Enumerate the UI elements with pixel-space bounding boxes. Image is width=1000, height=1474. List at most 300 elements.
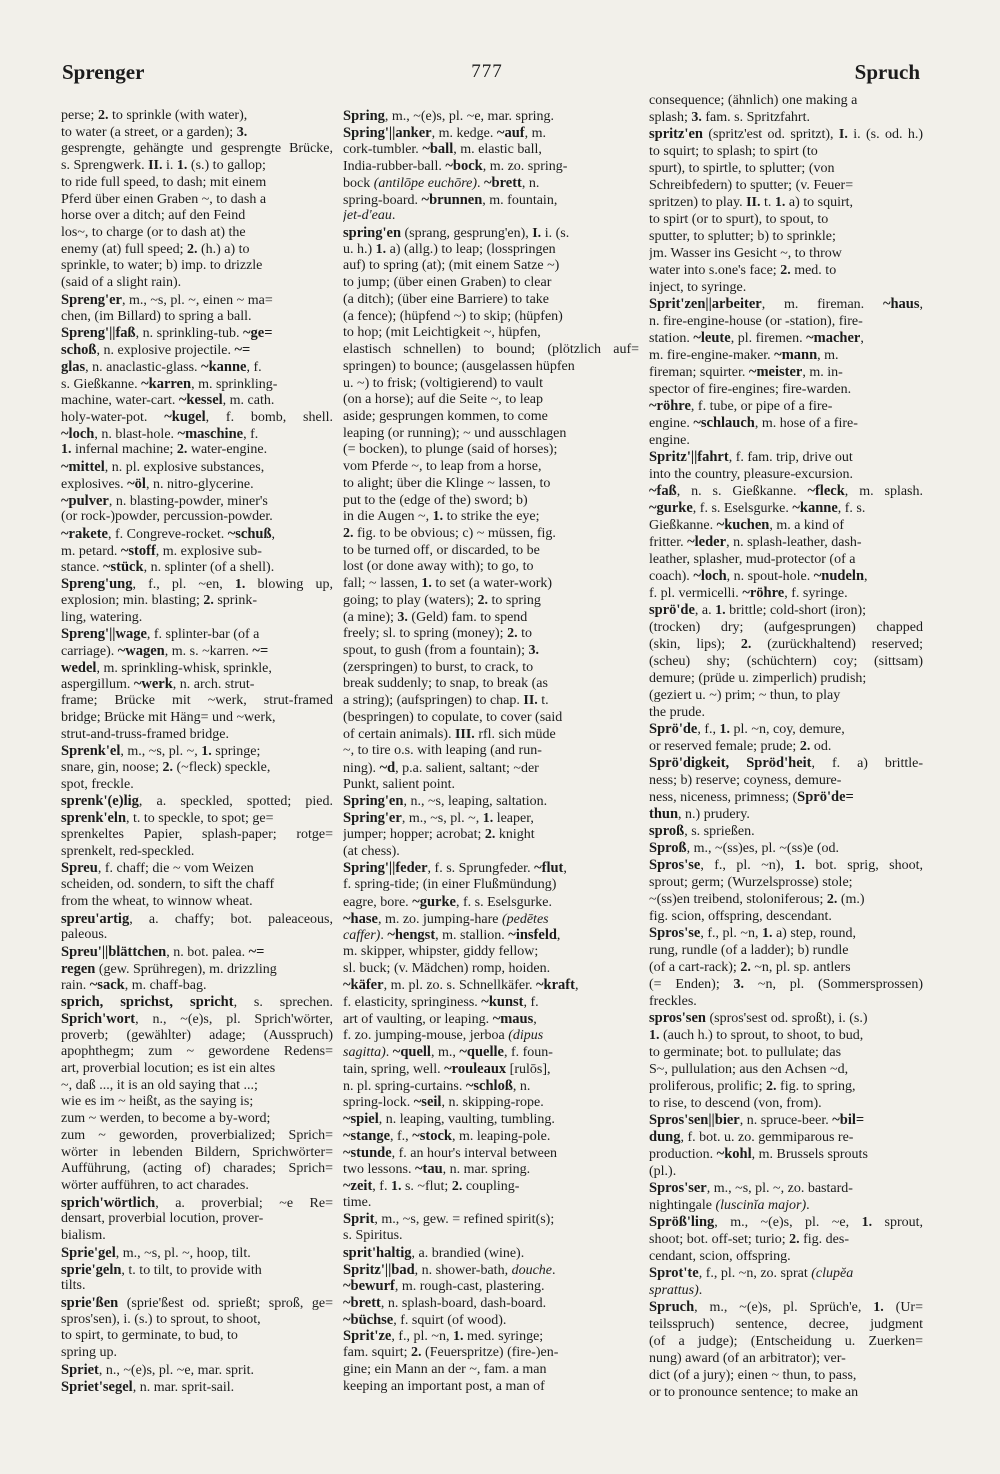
- definition-text: (skin, lips); 2. (zurückhaltend) reserved;: [649, 637, 923, 652]
- line-content: [649, 1130, 853, 1145]
- definition-text: bialism.: [61, 1228, 106, 1244]
- sense-number: 2.: [451, 1179, 463, 1194]
- headword: ~=: [234, 342, 251, 359]
- line-content: [649, 807, 750, 822]
- text-line: [649, 602, 923, 619]
- line-content: [649, 144, 818, 159]
- line-content: [649, 1266, 853, 1281]
- text-line: [343, 827, 639, 844]
- text-line: [343, 175, 639, 192]
- definition-text: explosion; min. blasting; 2. sprink-: [61, 592, 258, 608]
- headword: ~loch: [693, 568, 727, 584]
- text-line: [343, 643, 639, 660]
- text-line: [343, 125, 639, 142]
- definition-text: sprinkle, to water; b) imp. to drizzle: [61, 258, 263, 274]
- line-content: [649, 756, 923, 771]
- definition-text: gine; ein Mann an der ~, fam. a man: [343, 1361, 547, 1377]
- text-line: [343, 1044, 639, 1061]
- line-content: [649, 1011, 868, 1026]
- definition-text: to squirt; to splash; to spirt (to: [649, 144, 818, 159]
- definition-text: (of a cart-rack); 2. ~n, pl. sp. antlers: [649, 960, 851, 975]
- headword: ~fleck: [807, 483, 845, 499]
- line-content: [343, 1379, 545, 1394]
- line-content: [61, 1145, 333, 1160]
- definition-text: , n. leaping, vaulting, tumbling.: [378, 1112, 555, 1128]
- line-content: [343, 693, 549, 708]
- headword: Sprit'ze: [343, 1328, 392, 1345]
- line-content: [61, 627, 259, 642]
- definition-text: , f. bot. u. zo. gemmiparous re-: [680, 1130, 854, 1145]
- line-content: [649, 127, 923, 142]
- text-line: [61, 944, 333, 961]
- line-content: [343, 392, 543, 407]
- line-content: [61, 894, 253, 909]
- text-line: [61, 1078, 333, 1095]
- definition-text: bock: [343, 175, 374, 191]
- line-content: [343, 376, 543, 391]
- definition-text: , m., ~(e)s, pl. ~e, 1. sprout,: [714, 1215, 923, 1230]
- line-content: [61, 861, 254, 876]
- line-content: [343, 1028, 543, 1043]
- text-line: [343, 141, 639, 158]
- line-content: [649, 297, 923, 312]
- text-line: [61, 727, 333, 744]
- text-line: [343, 275, 639, 292]
- line-content: [343, 126, 546, 141]
- definition-text: , n. blast-hole.: [94, 426, 178, 442]
- text-line: [649, 738, 923, 755]
- text-line: [61, 994, 333, 1011]
- line-content: [61, 1111, 270, 1126]
- definition-text: spring up.: [61, 1345, 117, 1361]
- headword: ~rouleaux: [444, 1060, 507, 1077]
- definition-text: , t. to speckle, to spot; ge=: [126, 811, 274, 827]
- text-line: [61, 894, 333, 911]
- definition-text: .: [385, 1045, 393, 1061]
- line-content: [649, 1385, 858, 1400]
- definition-text: (zerspringen) to burst, to crack, to: [343, 659, 534, 675]
- headword: ~hengst: [387, 927, 436, 944]
- definition-text: (at chess).: [343, 843, 400, 859]
- line-content: [61, 427, 258, 442]
- line-content: [61, 593, 257, 608]
- text-line: [649, 993, 923, 1010]
- definition-text: (= bocken), to plunge (said of horses);: [343, 442, 558, 458]
- text-line: [61, 1145, 333, 1162]
- text-line: [649, 1146, 923, 1163]
- line-content: [343, 1362, 547, 1377]
- line-content: [61, 1044, 333, 1059]
- definition-text: , m. hose of a fire-: [754, 416, 858, 431]
- headword: ~quell: [392, 1044, 431, 1061]
- text-line: [343, 258, 639, 275]
- text-line: [343, 760, 639, 777]
- headword: ~kuchen: [716, 517, 770, 533]
- definition-text: , s. sprießen.: [684, 824, 755, 839]
- definition-text: leather, splasher, mud-protector (of a: [649, 552, 856, 567]
- text-line: [343, 1028, 639, 1045]
- headword: ~mittel: [61, 459, 105, 476]
- text-line: [649, 772, 923, 789]
- headword: ~sack: [89, 977, 125, 994]
- line-content: [343, 1279, 545, 1294]
- sense-number: 2.: [97, 108, 109, 123]
- headword: ~d: [379, 760, 396, 777]
- sense-number: I.: [838, 127, 848, 142]
- line-content: [61, 1345, 117, 1360]
- line-content: [649, 705, 705, 720]
- definition-text: , m.,: [430, 1045, 460, 1061]
- headword: Sprot'te: [649, 1265, 699, 1281]
- headword: Sproß: [649, 840, 687, 856]
- line-content: [61, 995, 333, 1010]
- text-line: [61, 359, 333, 376]
- headword: ~mann: [774, 347, 818, 363]
- text-line: [649, 551, 923, 568]
- text-line: [649, 1316, 923, 1333]
- definition-text: (spritz'est od. spritzt), I. i. (s. od. h.): [702, 127, 923, 142]
- definition-text: , f., pl. ~en, 1. blowing up,: [132, 577, 333, 593]
- line-content: [649, 382, 851, 397]
- line-content: [343, 292, 549, 307]
- text-line: [61, 493, 333, 510]
- line-content: [343, 226, 569, 241]
- text-line: [649, 755, 923, 772]
- line-content: [649, 178, 853, 193]
- definition-text: f. zo. jumping-mouse, jerboa: [343, 1027, 509, 1043]
- definition-text: , n. mar. spring.: [442, 1162, 531, 1178]
- line-content: [649, 1062, 848, 1077]
- text-line: [61, 275, 333, 292]
- line-content: [343, 576, 552, 591]
- headword: Spros'ser: [649, 1180, 707, 1196]
- line-content: [649, 161, 834, 176]
- line-content: [649, 858, 923, 873]
- sense-number: 1.: [452, 1329, 464, 1345]
- sense-number: 1.: [234, 577, 246, 593]
- line-content: [61, 544, 262, 559]
- line-content: [649, 212, 828, 227]
- text-line: [649, 126, 923, 143]
- headword: spreu'artig: [61, 910, 130, 927]
- text-line: [649, 840, 923, 857]
- text-line: [649, 466, 923, 483]
- text-line: [61, 125, 333, 142]
- definition-text: , f., pl. ~n, zo. sprat: [698, 1266, 812, 1281]
- headword: ~flut: [534, 860, 564, 877]
- definition-text: (sprie'ßest od. sprießt; sproß, ge=: [118, 1296, 333, 1312]
- definition-text: break suddenly; to snap, to break (as: [343, 676, 548, 692]
- definition-text: , a. 1. brittle; cold-short (iron);: [694, 603, 866, 618]
- line-content: [343, 1195, 371, 1210]
- definition-text: proliferous, prolific; 2. fig. to spring,: [649, 1079, 856, 1094]
- text-line: [61, 1161, 333, 1178]
- sense-number: 1.: [432, 509, 444, 525]
- line-content: [343, 676, 548, 691]
- text-line: [343, 426, 639, 443]
- line-content: [343, 1146, 557, 1161]
- line-content: [649, 1045, 841, 1060]
- line-content: [61, 1363, 254, 1378]
- headword: ~bock: [445, 158, 483, 175]
- text-line: [649, 908, 923, 925]
- definition-text: (spros'sest od. sproßt), i. (s.): [705, 1011, 868, 1026]
- line-content: [649, 331, 864, 346]
- text-line: [649, 1282, 923, 1299]
- text-line: [343, 1195, 639, 1212]
- line-content: [343, 1062, 551, 1077]
- sense-number: 2.: [826, 892, 838, 907]
- line-content: [343, 660, 533, 675]
- line-content: [649, 841, 839, 856]
- sense-number: 2.: [411, 1345, 422, 1361]
- line-content: [649, 688, 840, 703]
- text-line: [343, 543, 639, 560]
- definition-text: dict (of a jury); einen ~ thun, to pass,: [649, 1368, 857, 1383]
- sense-number: 1.: [421, 576, 432, 592]
- definition-text: u. h.) 1. a) (allg.) to leap; (losspringen: [343, 241, 556, 257]
- definition-text: n. fire-engine-house (or -station), fire-: [649, 314, 863, 329]
- line-content: [61, 1211, 263, 1226]
- definition-text: enemy (at) full speed; 2. (h.) a) to: [61, 241, 250, 257]
- headword: Spros'se: [649, 925, 701, 941]
- text-line: [649, 823, 923, 840]
- line-content: [343, 912, 549, 927]
- text-line: [61, 760, 333, 777]
- definition-text: ling, watering.: [61, 609, 143, 625]
- definition-text: , m. in-: [802, 365, 843, 380]
- headword: ~stunde: [343, 1144, 392, 1161]
- text-line: [343, 509, 639, 526]
- definition-text: , m., ~(e)s, pl. ~e, mar. spring.: [384, 109, 555, 124]
- line-content: [649, 977, 923, 992]
- text-line: [61, 1312, 333, 1329]
- line-content: [343, 409, 548, 424]
- line-content: [343, 1129, 550, 1144]
- definition-text: rain.: [61, 978, 90, 994]
- definition-text: , f.: [243, 426, 259, 442]
- line-content: [343, 1313, 506, 1328]
- line-content: [61, 442, 267, 457]
- headword: ~stück: [102, 559, 144, 576]
- headword: ~röhre: [649, 398, 691, 414]
- line-content: [343, 961, 550, 976]
- text-line: [343, 693, 639, 710]
- text-line: [649, 296, 923, 313]
- definition-text: two lessons.: [343, 1162, 415, 1178]
- text-line: [649, 109, 923, 126]
- sense-number: 1.: [861, 1215, 873, 1230]
- headword: Sprie'gel: [61, 1244, 116, 1261]
- text-line: [649, 1367, 923, 1384]
- definition-text: , n., ~s, leaping, saltation.: [403, 794, 548, 810]
- line-content: [61, 1178, 249, 1193]
- text-line: [61, 1295, 333, 1312]
- definition-text: put to the (edge of the) sword; b): [343, 492, 528, 508]
- definition-text: , t. to tilt, to provide with: [121, 1262, 262, 1278]
- definition-text: , m. zo. jumping-hare: [377, 911, 502, 927]
- line-content: [343, 442, 557, 457]
- line-content: [343, 493, 528, 508]
- sense-number: 2.: [766, 1079, 777, 1094]
- line-content: [343, 509, 540, 524]
- definition-text: , m. kedge.: [431, 125, 497, 141]
- definition-text: going; to play (waters); 2. to spring: [343, 592, 541, 608]
- text-line: [61, 1345, 333, 1362]
- definition-text: into the country, pleasure-excursion.: [649, 467, 853, 482]
- definition-text: , m. fountain,: [482, 192, 558, 208]
- definition-text: to water (a street, or a garden); 3.: [61, 124, 248, 140]
- headword: Sprö'de: [649, 721, 698, 737]
- definition-text: , m. cath.: [222, 393, 275, 409]
- definition-text: , n., ~(e)s, pl. Sprich'wörter,: [135, 1011, 333, 1027]
- definition-text: ning).: [343, 761, 380, 777]
- definition-text: water into s.one's face; 2. med. to: [649, 263, 837, 278]
- text-line: [61, 459, 333, 476]
- italic-term: (dipus: [508, 1027, 544, 1043]
- text-line: [61, 927, 333, 944]
- definition-text: sprenkeltes Papier, splash-paper; rotge=: [61, 826, 333, 842]
- definition-text: aside; gesprungen kommen, to come: [343, 408, 548, 424]
- text-line: [61, 1379, 333, 1396]
- line-content: [649, 246, 842, 261]
- sense-number: 1.: [715, 603, 726, 618]
- text-line: [61, 844, 333, 861]
- text-line: [649, 1384, 923, 1401]
- text-line: [343, 1211, 639, 1228]
- definition-text: scheiden, od. sondern, to sift the chaff: [61, 877, 275, 893]
- column-1: [61, 108, 333, 1395]
- text-line: [649, 381, 923, 398]
- text-line: [343, 911, 639, 928]
- headword: wedel: [61, 659, 97, 676]
- line-content: [61, 242, 250, 257]
- text-line: [343, 1278, 639, 1295]
- definition-text: (pl.).: [649, 1164, 677, 1179]
- definition-text: s. Spiritus.: [343, 1228, 403, 1244]
- line-content: [343, 743, 542, 758]
- definition-text: , f. fam. trip, drive out: [728, 450, 853, 465]
- line-content: [61, 693, 333, 708]
- definition-text: , f.,: [390, 1128, 413, 1144]
- text-line: [343, 1295, 639, 1312]
- definition-text: , m., ~s, pl. ~, 1. leaper,: [401, 811, 534, 827]
- definition-text: , m., ~s, pl. ~, 1. springe;: [120, 744, 261, 760]
- headword: ~öl: [127, 475, 146, 492]
- definition-text: 1. infernal machine; 2. water-engine.: [61, 442, 268, 458]
- line-content: [649, 1164, 676, 1179]
- text-line: [343, 727, 639, 744]
- definition-text: coach).: [649, 569, 694, 584]
- definition-text: , n. pl. explosive substances,: [104, 460, 265, 476]
- definition-text: , n. splash-board, dash-board.: [380, 1296, 547, 1312]
- text-line: [61, 660, 333, 677]
- headword: Sprich'wort: [61, 1010, 136, 1027]
- text-line: [649, 636, 923, 653]
- headword: ~maschine: [177, 425, 244, 442]
- definition-text: , f. splinter-bar (of a: [146, 627, 260, 643]
- definition-text: explosives.: [61, 476, 128, 492]
- line-content: [649, 1249, 791, 1264]
- definition-text: Schreibfedern) to sputter; (v. Feuer=: [649, 178, 854, 193]
- definition-text: to rise, to descend (von, from).: [649, 1096, 822, 1111]
- headword: Spreng'||faß: [61, 325, 136, 342]
- line-content: [649, 1028, 863, 1043]
- text-line: [649, 1333, 923, 1350]
- definition-text: art of vaulting, or leaping.: [343, 1011, 493, 1027]
- headword: glas: [61, 358, 86, 375]
- line-content: [343, 109, 554, 124]
- definition-text: jumper; hopper; acrobat; 2. knight: [343, 826, 535, 842]
- definition-text: sl. buck; (v. Mädchen) romp, hoiden.: [343, 960, 551, 976]
- line-content: [61, 945, 264, 960]
- sense-number: 2.: [343, 525, 354, 541]
- text-line: [343, 559, 639, 576]
- line-content: [343, 1345, 558, 1360]
- line-content: [343, 610, 527, 625]
- definition-text: , m. fireman.: [761, 297, 883, 312]
- definition-text: .: [477, 175, 484, 191]
- line-content: [649, 484, 923, 499]
- line-content: [61, 192, 266, 207]
- text-line: [61, 141, 333, 158]
- definition-text: (or rock-)powder, percussion-powder.: [61, 509, 273, 525]
- definition-text: splash; 3. fam. s. Spritzfahrt.: [649, 110, 810, 125]
- headword: Spros'sen||bier: [649, 1112, 740, 1128]
- text-line: [61, 543, 333, 560]
- headword: Sprö'de=: [797, 789, 854, 805]
- definition-text: in die Augen ~, 1. to strike the eye;: [343, 509, 540, 525]
- text-line: [343, 1328, 639, 1345]
- headword: ~schuß: [227, 525, 272, 542]
- line-content: [343, 811, 534, 826]
- definition-text: , f. syringe.: [784, 586, 848, 601]
- line-content: [649, 994, 697, 1009]
- headword: ~röhre: [742, 585, 785, 601]
- text-line: [61, 710, 333, 727]
- definition-text: S~, pullulation; aus den Achsen ~d,: [649, 1062, 849, 1077]
- line-content: [343, 1045, 553, 1060]
- definition-text: to germinate; bot. to pullulate; das: [649, 1045, 842, 1060]
- text-line: [61, 1195, 333, 1212]
- definition-text: vom Pferde ~, to leap from a horse,: [343, 459, 542, 475]
- headword: ~insfeld: [508, 927, 557, 944]
- headword: Spring'er: [343, 810, 402, 827]
- text-line: [343, 977, 639, 994]
- definition-text: ,: [919, 297, 923, 312]
- text-line: [343, 894, 639, 911]
- definition-text: cork-tumbler.: [343, 142, 423, 158]
- definition-text: , n.: [521, 175, 540, 191]
- line-content: [649, 739, 831, 754]
- line-content: [61, 710, 276, 725]
- text-line: [343, 1262, 639, 1279]
- line-content: [61, 1380, 234, 1395]
- text-line: [343, 1061, 639, 1078]
- text-line: [649, 262, 923, 279]
- definition-text: spout, to gush (from a fountain); 3.: [343, 643, 539, 658]
- line-content: [343, 643, 539, 658]
- line-content: [649, 433, 690, 448]
- definition-text: , m. s. ~karren.: [164, 644, 253, 659]
- definition-text: Pferd über einen Graben ~, to dash a: [61, 191, 267, 207]
- sense-number: 1.: [649, 1028, 660, 1043]
- text-line: [343, 208, 639, 225]
- text-line: [649, 1265, 923, 1282]
- definition-text: auf) to spring (at); (mit einem Satze ~): [343, 258, 560, 274]
- column-3: [649, 92, 923, 1401]
- sense-number: 1.: [873, 1300, 884, 1315]
